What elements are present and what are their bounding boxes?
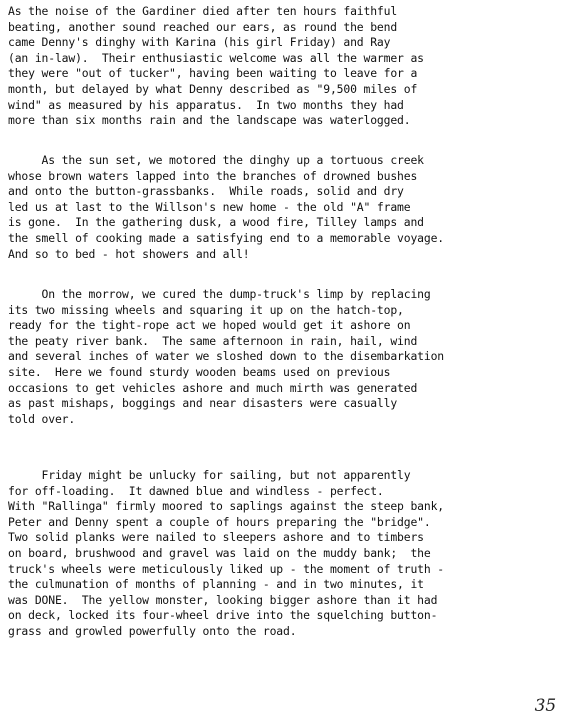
text-line: as past mishaps, boggings and near disasters were casually [8,396,398,411]
text-line: And so to bed - hot showers and all! [8,246,250,261]
text-line: On the morrow, we cured the dump-truck's limp by replacing [8,287,431,301]
text-line: As the sun set, we motored the dinghy up a tortuous creek [8,153,424,167]
text-line: the peaty river bank. The same afternoon in rain, hail, wind [8,333,418,348]
text-line: occasions to get vehicles ashore and much mirth was generated [8,380,418,395]
page-number: 35 [534,696,556,717]
text-line: led us at last to the Willson's new home - the old "A" frame [8,199,411,214]
text-line: came Denny's dinghy with Karina (his girl Friday) and Ray [8,35,391,50]
text-line: Two solid planks were nailed to sleepers ashore and to timbers [8,530,424,545]
text-line: site. Here we found sturdy wooden beams used on previous [8,364,391,379]
text-line: truck's wheels were meticulously liked up - the moment of truth - [8,561,445,576]
text-line: they were "out of tucker", having been waiting to leave for a [8,66,418,81]
text-line: and several inches of water we sloshed down to the disembarkation [8,349,445,364]
text-line: its two missing wheels and squaring it up on the hatch-top, [8,302,404,317]
text-line: told over. [8,411,76,426]
text-line: grass and growled powerfully onto the road. [8,623,297,638]
text-line: ready for the tight-rope act we hoped would get it ashore on [8,318,411,333]
text-line: beating, another sound reached our ears, as round the bend [8,19,398,34]
text-line: on deck, locked its four-wheel drive into the squelching button- [8,608,438,623]
text-line: Friday might be unlucky for sailing, but not apparently [8,468,411,482]
text-line: month, but delayed by what Denny described as "9,500 miles of [8,81,418,96]
text-line: and onto the button-grassbanks. While roads, solid and dry [8,184,404,199]
text-line: As the noise of the Gardiner died after ten hours faithful [8,4,398,18]
text-line: was DONE. The yellow monster, looking bigger ashore than it had [8,592,438,607]
text-line: for off-loading. It dawned blue and windless - perfect. [8,483,384,498]
text-line: wind" as measured by his apparatus. In two months they had [8,97,404,112]
text-line: Peter and Denny spent a couple of hours preparing the "bridge". [8,514,431,529]
text-line: With "Rallinga" firmly moored to saplings against the steep bank, [8,499,445,514]
text-line: whose brown waters lapped into the branches of drowned bushes [8,168,418,183]
paragraph-1 [8,4,564,129]
paragraph-2 [8,153,564,262]
text-line: on board, brushwood and gravel was laid on the muddy bank; the [8,545,431,560]
text-line: (an in-law). Their enthusiastic welcome was all the warmer as [8,50,424,65]
text-line: more than six months rain and the landscape was waterlogged. [8,113,411,128]
text-line: the smell of cooking made a satisfying end to a memorable voyage. [8,230,445,245]
paragraph-3 [8,287,564,427]
paragraph-4 [8,468,564,640]
text-line: the culmunation of months of planning - and in two minutes, it [8,577,424,592]
text-line: is gone. In the gathering dusk, a wood fire, Tilley lamps and [8,215,424,230]
